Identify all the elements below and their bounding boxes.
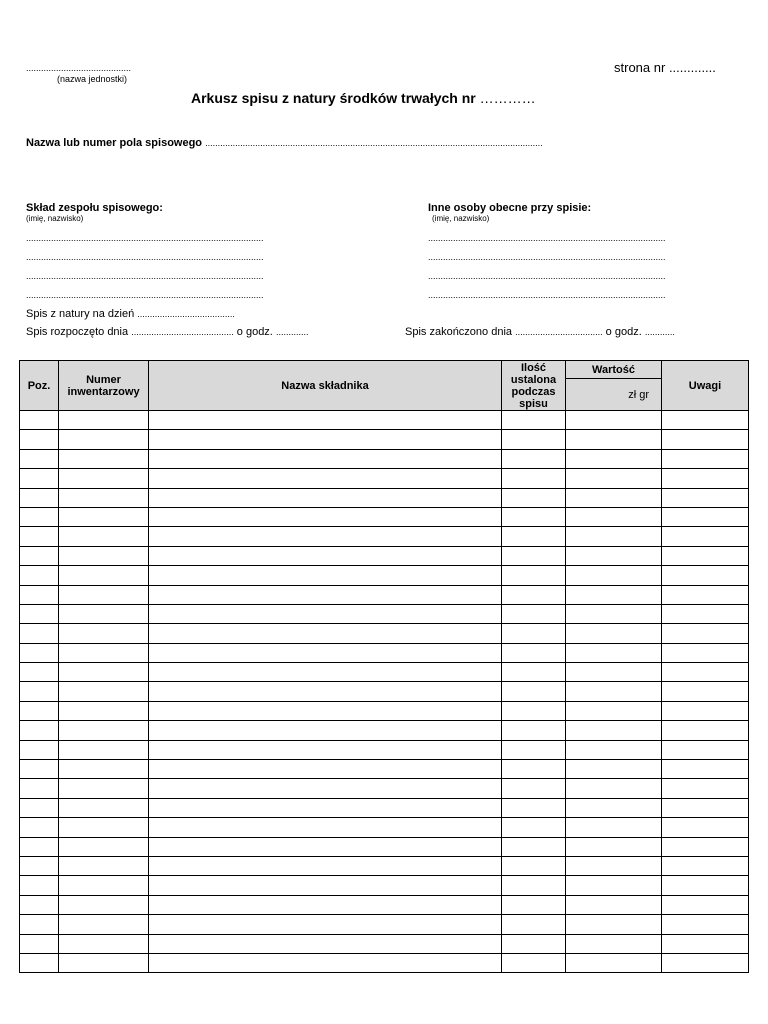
poz-cell[interactable] (20, 566, 59, 585)
value-cell[interactable] (566, 643, 662, 662)
table-row (20, 760, 749, 779)
item-name-cell[interactable] (149, 663, 502, 682)
quantity-cell[interactable] (502, 663, 566, 682)
inventory-number-cell[interactable] (59, 604, 149, 623)
team-line-2: ............................................................................................... (26, 252, 264, 262)
poz-cell[interactable] (20, 682, 59, 701)
quantity-cell[interactable] (502, 760, 566, 779)
table-row (20, 566, 749, 585)
table-row (20, 449, 749, 468)
inventory-number-cell[interactable] (59, 643, 149, 662)
poz-cell[interactable] (20, 527, 59, 546)
value-cell[interactable] (566, 585, 662, 604)
inventory-number-cell[interactable] (59, 953, 149, 972)
item-name-cell[interactable] (149, 604, 502, 623)
inventory-number-cell[interactable] (59, 837, 149, 856)
quantity-cell[interactable] (502, 740, 566, 759)
poz-cell[interactable] (20, 469, 59, 488)
inventory-number-cell[interactable] (59, 624, 149, 643)
value-cell[interactable] (566, 721, 662, 740)
value-cell[interactable] (566, 915, 662, 934)
inventory-field-label: Nazwa lub numer pola spisowego (26, 137, 203, 149)
poz-cell[interactable] (20, 663, 59, 682)
value-cell[interactable] (566, 624, 662, 643)
quantity-cell[interactable] (502, 837, 566, 856)
others-line-1: ............................................................................................... (428, 233, 666, 243)
table-row (20, 818, 749, 837)
item-name-cell[interactable] (149, 643, 502, 662)
col-header-poz: Poz. (20, 361, 59, 411)
col-header-item-name: Nazwa składnika (149, 361, 502, 411)
notes-cell[interactable] (662, 721, 749, 740)
notes-cell[interactable] (662, 604, 749, 623)
inventory-number-cell[interactable] (59, 682, 149, 701)
value-cell[interactable] (566, 934, 662, 953)
value-cell[interactable] (566, 449, 662, 468)
page-number (614, 60, 716, 75)
inventory-end-dots: ................................... (515, 327, 603, 337)
quantity-cell[interactable] (502, 818, 566, 837)
notes-cell[interactable] (662, 682, 749, 701)
inventory-number-cell[interactable] (59, 663, 149, 682)
notes-cell[interactable] (662, 798, 749, 817)
value-cell[interactable] (566, 411, 662, 430)
quantity-cell[interactable] (502, 915, 566, 934)
poz-cell[interactable] (20, 411, 59, 430)
col-header-quantity: Ilość ustalona podczas spisu (502, 361, 566, 411)
inventory-number-cell[interactable] (59, 546, 149, 565)
notes-cell[interactable] (662, 411, 749, 430)
value-cell[interactable] (566, 566, 662, 585)
value-cell[interactable] (566, 430, 662, 449)
inventory-start-label: Spis rozpoczęto dnia (26, 326, 129, 338)
inventory-end-label: Spis zakończono dnia (405, 326, 513, 338)
notes-cell[interactable] (662, 895, 749, 914)
table-row (20, 682, 749, 701)
item-name-cell[interactable] (149, 585, 502, 604)
item-name-cell[interactable] (149, 488, 502, 507)
value-cell[interactable] (566, 876, 662, 895)
table-row (20, 876, 749, 895)
inventory-day-dots: ....................................... (137, 309, 235, 319)
notes-cell[interactable] (662, 449, 749, 468)
quantity-cell[interactable] (502, 701, 566, 720)
inventory-end-hour-dots: ............ (644, 327, 675, 337)
notes-cell[interactable] (662, 701, 749, 720)
inventory-number-cell[interactable] (59, 488, 149, 507)
inventory-number-cell[interactable] (59, 566, 149, 585)
notes-cell[interactable] (662, 507, 749, 526)
poz-cell[interactable] (20, 895, 59, 914)
col-header-inventory-number: Numer inwentarzowy (59, 361, 149, 411)
others-line-2: ............................................................................................... (428, 252, 666, 262)
inventory-number-cell[interactable] (59, 527, 149, 546)
notes-cell[interactable] (662, 566, 749, 585)
col-header-notes: Uwagi (662, 361, 749, 411)
value-cell[interactable] (566, 663, 662, 682)
team-line-1: ............................................................................................... (26, 233, 264, 243)
inventory-end-hour-label: o godz. (605, 326, 642, 338)
table-row (20, 643, 749, 662)
poz-cell[interactable] (20, 449, 59, 468)
team-line-4: ............................................................................................... (26, 290, 264, 300)
notes-cell[interactable] (662, 488, 749, 507)
notes-cell[interactable] (662, 430, 749, 449)
col-header-value-currency: zł gr (566, 379, 662, 411)
value-cell[interactable] (566, 682, 662, 701)
inventory-start-hour-dots: ............. (275, 327, 309, 337)
quantity-cell[interactable] (502, 411, 566, 430)
notes-cell[interactable] (662, 760, 749, 779)
table-row (20, 585, 749, 604)
poz-cell[interactable] (20, 701, 59, 720)
quantity-cell[interactable] (502, 856, 566, 875)
inventory-number-cell[interactable] (59, 585, 149, 604)
poz-cell[interactable] (20, 585, 59, 604)
item-name-cell[interactable] (149, 818, 502, 837)
notes-cell[interactable] (662, 818, 749, 837)
notes-cell[interactable] (662, 469, 749, 488)
table-row (20, 740, 749, 759)
others-line-3: ............................................................................................... (428, 271, 666, 281)
form-title (191, 90, 536, 106)
item-name-cell[interactable] (149, 546, 502, 565)
table-row (20, 895, 749, 914)
others-caption: (imię, nazwisko) (432, 214, 490, 223)
value-cell[interactable] (566, 488, 662, 507)
table-row (20, 507, 749, 526)
poz-cell[interactable] (20, 818, 59, 837)
inventory-number-cell[interactable] (59, 469, 149, 488)
inventory-number-cell[interactable] (59, 895, 149, 914)
others-label: Inne osoby obecne przy spisie: (428, 202, 592, 214)
item-name-cell[interactable] (149, 953, 502, 972)
item-name-cell[interactable] (149, 624, 502, 643)
quantity-cell[interactable] (502, 585, 566, 604)
poz-cell[interactable] (20, 837, 59, 856)
inventory-number-cell[interactable] (59, 507, 149, 526)
inventory-field-dots: ....................................................................................................................................... (205, 138, 543, 148)
quantity-cell[interactable] (502, 624, 566, 643)
unit-name-line: .......................................... (26, 63, 132, 73)
inventory-number-cell[interactable] (59, 798, 149, 817)
notes-cell[interactable] (662, 546, 749, 565)
quantity-cell[interactable] (502, 779, 566, 798)
quantity-cell[interactable] (502, 566, 566, 585)
item-name-cell[interactable] (149, 856, 502, 875)
inventory-number-cell[interactable] (59, 760, 149, 779)
quantity-cell[interactable] (502, 798, 566, 817)
inventory-table-body (20, 411, 749, 973)
value-cell[interactable] (566, 818, 662, 837)
quantity-cell[interactable] (502, 876, 566, 895)
notes-cell[interactable] (662, 915, 749, 934)
inventory-number-cell[interactable] (59, 721, 149, 740)
item-name-cell[interactable] (149, 779, 502, 798)
notes-cell[interactable] (662, 663, 749, 682)
inventory-start (26, 326, 308, 338)
table-row (20, 798, 749, 817)
inventory-number-cell[interactable] (59, 934, 149, 953)
item-name-cell[interactable] (149, 449, 502, 468)
value-cell[interactable] (566, 760, 662, 779)
item-name-cell[interactable] (149, 411, 502, 430)
item-name-cell[interactable] (149, 682, 502, 701)
page-number-label: strona nr (614, 60, 666, 75)
unit-name-caption: (nazwa jednostki) (57, 74, 128, 84)
item-name-cell[interactable] (149, 760, 502, 779)
team-line-3: ............................................................................................... (26, 271, 264, 281)
poz-cell[interactable] (20, 779, 59, 798)
poz-cell[interactable] (20, 624, 59, 643)
table-row (20, 527, 749, 546)
inventory-day-label: Spis z natury na dzień (26, 308, 135, 320)
value-cell[interactable] (566, 856, 662, 875)
quantity-cell[interactable] (502, 507, 566, 526)
inventory-table (19, 360, 749, 973)
quantity-cell[interactable] (502, 721, 566, 740)
inventory-number-cell[interactable] (59, 779, 149, 798)
form-title-text: Arkusz spisu z natury środków trwałych nr (191, 90, 476, 106)
notes-cell[interactable] (662, 856, 749, 875)
quantity-cell[interactable] (502, 953, 566, 972)
item-name-cell[interactable] (149, 740, 502, 759)
team-label: Skład zespołu spisowego: (26, 202, 163, 214)
notes-cell[interactable] (662, 953, 749, 972)
poz-cell[interactable] (20, 915, 59, 934)
poz-cell[interactable] (20, 760, 59, 779)
value-cell[interactable] (566, 604, 662, 623)
item-name-cell[interactable] (149, 876, 502, 895)
table-row (20, 837, 749, 856)
notes-cell[interactable] (662, 527, 749, 546)
poz-cell[interactable] (20, 546, 59, 565)
poz-cell[interactable] (20, 740, 59, 759)
value-cell[interactable] (566, 779, 662, 798)
col-header-value: Wartość (566, 361, 662, 379)
quantity-cell[interactable] (502, 682, 566, 701)
quantity-cell[interactable] (502, 430, 566, 449)
poz-cell[interactable] (20, 643, 59, 662)
poz-cell[interactable] (20, 507, 59, 526)
form-title-dots: ………… (479, 90, 536, 106)
poz-cell[interactable] (20, 934, 59, 953)
table-row (20, 488, 749, 507)
poz-cell[interactable] (20, 488, 59, 507)
inventory-field (26, 137, 543, 149)
inventory-end (405, 326, 675, 338)
item-name-cell[interactable] (149, 721, 502, 740)
quantity-cell[interactable] (502, 604, 566, 623)
table-row (20, 411, 749, 430)
table-row (20, 469, 749, 488)
poz-cell[interactable] (20, 856, 59, 875)
table-row (20, 604, 749, 623)
inventory-number-cell[interactable] (59, 915, 149, 934)
item-name-cell[interactable] (149, 895, 502, 914)
item-name-cell[interactable] (149, 798, 502, 817)
team-caption: (imię, nazwisko) (26, 214, 84, 223)
quantity-cell[interactable] (502, 469, 566, 488)
value-cell[interactable] (566, 837, 662, 856)
table-row (20, 624, 749, 643)
notes-cell[interactable] (662, 740, 749, 759)
notes-cell[interactable] (662, 837, 749, 856)
inventory-number-cell[interactable] (59, 430, 149, 449)
notes-cell[interactable] (662, 934, 749, 953)
poz-cell[interactable] (20, 604, 59, 623)
item-name-cell[interactable] (149, 701, 502, 720)
item-name-cell[interactable] (149, 915, 502, 934)
table-row (20, 546, 749, 565)
notes-cell[interactable] (662, 876, 749, 895)
poz-cell[interactable] (20, 953, 59, 972)
table-row (20, 779, 749, 798)
poz-cell[interactable] (20, 430, 59, 449)
inventory-number-cell[interactable] (59, 876, 149, 895)
item-name-cell[interactable] (149, 507, 502, 526)
value-cell[interactable] (566, 527, 662, 546)
value-cell[interactable] (566, 953, 662, 972)
value-cell[interactable] (566, 740, 662, 759)
table-row (20, 934, 749, 953)
inventory-number-cell[interactable] (59, 449, 149, 468)
quantity-cell[interactable] (502, 527, 566, 546)
inventory-number-cell[interactable] (59, 818, 149, 837)
value-cell[interactable] (566, 798, 662, 817)
table-row (20, 701, 749, 720)
inventory-number-cell[interactable] (59, 701, 149, 720)
item-name-cell[interactable] (149, 527, 502, 546)
value-cell[interactable] (566, 701, 662, 720)
notes-cell[interactable] (662, 624, 749, 643)
quantity-cell[interactable] (502, 934, 566, 953)
value-cell[interactable] (566, 469, 662, 488)
notes-cell[interactable] (662, 585, 749, 604)
others-line-4: ............................................................................................... (428, 290, 666, 300)
inventory-day (26, 308, 235, 320)
inventory-start-dots: ......................................... (131, 327, 234, 337)
value-cell[interactable] (566, 546, 662, 565)
item-name-cell[interactable] (149, 934, 502, 953)
table-row (20, 721, 749, 740)
item-name-cell[interactable] (149, 837, 502, 856)
item-name-cell[interactable] (149, 430, 502, 449)
item-name-cell[interactable] (149, 566, 502, 585)
poz-cell[interactable] (20, 876, 59, 895)
inventory-start-hour-label: o godz. (236, 326, 273, 338)
table-row (20, 915, 749, 934)
poz-cell[interactable] (20, 798, 59, 817)
quantity-cell[interactable] (502, 546, 566, 565)
quantity-cell[interactable] (502, 488, 566, 507)
inventory-number-cell[interactable] (59, 411, 149, 430)
table-row (20, 953, 749, 972)
table-row (20, 663, 749, 682)
item-name-cell[interactable] (149, 469, 502, 488)
quantity-cell[interactable] (502, 449, 566, 468)
page-number-dots: ............. (668, 60, 716, 75)
quantity-cell[interactable] (502, 643, 566, 662)
notes-cell[interactable] (662, 779, 749, 798)
inventory-number-cell[interactable] (59, 740, 149, 759)
table-row (20, 430, 749, 449)
table-row (20, 856, 749, 875)
quantity-cell[interactable] (502, 895, 566, 914)
poz-cell[interactable] (20, 721, 59, 740)
value-cell[interactable] (566, 507, 662, 526)
value-cell[interactable] (566, 895, 662, 914)
notes-cell[interactable] (662, 643, 749, 662)
inventory-number-cell[interactable] (59, 856, 149, 875)
